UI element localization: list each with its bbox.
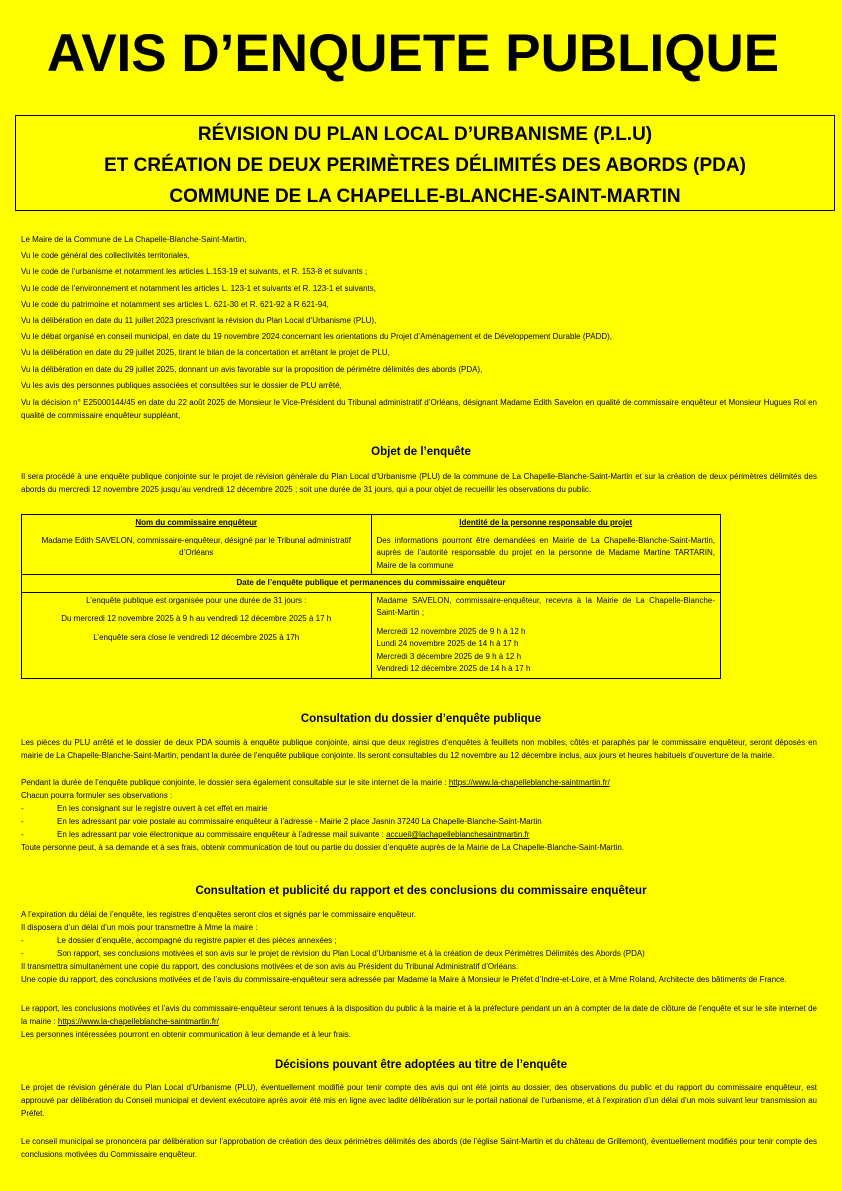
rapport-text: Il disposera d’un délai d’un mois pour transmettre à Mme la maire : [21, 923, 258, 932]
rapport-text: Il transmettra simultanément une copie du rapport, des conclusions motivées et de son avis au Président du Tribunal Administratif d’Orléans. [21, 962, 519, 971]
preamble-line: Vu le code de l’urbanisme et notamment les articles L.153-19 et suivants, et R. 153-8 et suivants ; [21, 267, 368, 277]
list-item: - En les adressant par voie postale au commissaire enquêteur à l’adresse - Mairie 2 place Jasnin 37240 La Chapelle-Blanche-Saint-Martin [21, 817, 542, 826]
list-item: - Son rapport, ses conclusions motivées et son avis sur le projet de révision du Plan Local d’Urbanisme et à la création de deux Périmètres Délimités des Abords (PDA) [21, 949, 645, 958]
commissaire-header: Nom du commissaire enquêteur [135, 518, 258, 527]
subject-line-2: ET CRÉATION DE DEUX PERIMÈTRES DÉLIMITÉS DES ABORDS (PDA) [104, 155, 746, 176]
preamble-line: Vu la délibération en date du 11 juillet 2023 prescrivant la révision du Plan Local d’Urbanisme (PLU), [21, 316, 377, 326]
consultation-final-text: Toute personne peut, à sa demande et à ses frais, obtenir communication de tout ou partie du dossier d’enquête auprès de la Mairie de La Chapelle-Blanche-Saint-Martin. [21, 843, 625, 852]
rapport-text: A l’expiration du délai de l’enquête, les registres d’enquêtes seront clos et signés par le commissaire enquêteur. [21, 910, 416, 919]
dates-line: Du mercredi 12 novembre 2025 à 9 h au vendredi 12 décembre 2025 à 17 h [61, 614, 332, 623]
list-item: - Le dossier d’enquête, accompagné du registre papier et des pièces annexées ; [21, 936, 337, 945]
preamble-line: Vu les avis des personnes publiques associées et consultées sur le dossier de PLU arrêté, [21, 380, 342, 390]
decisions-paragraph: Le conseil municipal se prononcera par délibération sur l’approbation de création des deux périmètres délimités des abords (de l’église Saint-Martin et du château de Grillemont), éventuellement modifiés pour tenir compte des conclusions motivées du Commissaire enquêteur. [21, 1137, 817, 1159]
responsable-header: Identité de la personne responsable du projet [459, 518, 633, 527]
commissaire-text: Madame Edith SAVELON, commissaire-enquêteur, désigné par le Tribunal administratif d’Orléans [41, 535, 351, 557]
rapport-copy-text: Une copie du rapport, des conclusions motivées et de l’avis du commissaire-enquêteur sera adressée par Madame la Maire à Monsieur le Préfet d’Indre-et-Loire, et à Mme Roland, Architecte des bâtiments de France. [21, 975, 787, 984]
decisions-paragraph: Le projet de révision générale du Plan Local d’Urbanisme (PLU), éventuellement modifié pour tenir compte des avis qui ont été joints au dossier, des observations du public et du rapport du commissaire enquêteur, est approuvé par délibération du Conseil municipal et devient exécutoire après avoir été mis en ligne avec ladite délibération sur le portail national de l’urbanisme, et à l’expiration d’un délai d’un mois suivant leur transmission au Préfet. [21, 1083, 817, 1118]
section-heading-rapport: Consultation et publicité du rapport et des conclusions du commissaire enquêteur [195, 885, 647, 897]
permanences-intro: Madame SAVELON, commissaire-enquêteur, recevra à la Mairie de La Chapelle-Blanche-Saint-Martin ; [376, 595, 715, 617]
email-link[interactable]: accueil@lachapelleblanchesaintmartin.fr [386, 830, 530, 839]
preamble-line: Vu la délibération en date du 29 juillet 2025, tirant le bilan de la concertation et arrêtant le projet de PLU, [21, 348, 390, 358]
subject-box [15, 115, 835, 211]
preamble [21, 232, 817, 422]
permanence-item: Lundi 24 novembre 2025 de 14 h à 17 h [376, 639, 519, 648]
rapport-text: Les personnes intéressées pourront en obtenir communication à leur demande et à leur frais. [21, 1030, 351, 1039]
mairie-website-link[interactable]: https://www.la-chapelleblanche-saintmartin.fr/ [57, 1017, 219, 1026]
rapport-availability: Le rapport, les conclusions motivées et l’avis du commissaire-enquêteur seront tenues à la disposition du public à la mairie et à la préfecture pendant un an à compter de la date de clôture de l’enquête et sur le site internet de la mairie : https://www.la-chapelleblanche-saintmartin.fr/ [21, 1004, 817, 1026]
list-item: - En les adressant par voie électronique au commissaire enquêteur à l’adresse mail suivante : accueil@lachapelleblanchesaintmartin.fr [21, 830, 530, 839]
list-item: - En les consignant sur le registre ouvert à cet effet en mairie [21, 804, 268, 813]
dates-line: L’enquête sera close le vendredi 12 décembre 2025 à 17h [93, 632, 300, 642]
subject-line-3: COMMUNE DE LA CHAPELLE-BLANCHE-SAINT-MARTIN [169, 186, 681, 207]
preamble-line: Vu le code de l’environnement et notamment les articles L. 123-1 et suivants et R. 123-1 et suivants, [21, 283, 377, 293]
responsable-text: Des informations pourront être demandées en Mairie de La Chapelle-Blanche-Saint-Martin, auprès de l’autorité responsable du projet en la personne de Madame Martine TARTARIN, Maire de la commune [376, 535, 715, 570]
preamble-line: Vu le code du patrimoine et notamment ses articles L. 621-30 et R. 621-92 à R 621-94, [21, 299, 329, 309]
objet-paragraph: Il sera procédé à une enquête publique conjointe sur le projet de révision générale du Plan Local d’Urbanisme (PLU) de la commune de La Chapelle-Blanche-Saint-Martin et sur la création de deux périmètres délimités des abords du mercredi 12 novembre 2025 jusqu’au vendredi 12 décembre 2025 ; soit une durée de 31 jours, qui a pour objet de recueillir les observations du public. [21, 472, 817, 494]
dates-header: Date de l’enquête publique et permanences du commissaire enquêteur [22, 575, 721, 593]
permanences-cell [371, 592, 721, 678]
section-heading-consultation: Consultation du dossier d’enquête publique [300, 713, 542, 725]
consultation-paragraph: Les pièces du PLU arrêté et le dossier de deux PDA soumis à enquête publique conjointe, ainsi que deux registres d’enquêtes à feuillets non mobiles, côtés et paraphés par le commissaire enquêteur, seront déposés en mairie de La Chapelle-Blanche-Saint-Martin, pendant la durée de l’enquête publique conjointe. Ils seront consultables du 12 novembre au 12 décembre inclus, aux jours et heures habituels d’ouverture de la mairie. [21, 738, 817, 760]
permanence-item: Mercredi 3 décembre 2025 de 9 h à 12 h [376, 651, 522, 661]
responsable-cell [371, 515, 721, 575]
subject-line-1: RÉVISION DU PLAN LOCAL D’URBANISME (P.L.U) [197, 124, 653, 145]
section-heading-objet: Objet de l’enquête [371, 446, 471, 458]
consultation-list [21, 776, 821, 854]
dates-line: L’enquête publique est organisée pour une durée de 31 jours : [86, 595, 307, 605]
permanence-item: Vendredi 12 décembre 2025 de 14 h à 17 h [376, 664, 531, 673]
dates-cell [22, 592, 372, 678]
section-heading-decisions: Décisions pouvant être adoptées au titre de l’enquête [274, 1059, 568, 1071]
consultation-observations-text: Chacun pourra formuler ses observations : [21, 791, 173, 800]
preamble-line: Vu le code général des collectivités territoriales, [21, 251, 190, 261]
permanence-item: Mercredi 12 novembre 2025 de 9 h à 12 h [376, 626, 526, 636]
preamble-line: Vu la décision n° E25000144/45 en date du 22 août 2025 de Monsieur le Vice-Président du Tribunal administratif d’Orléans, désignant Madame Edith Savelon en qualité de commissaire enquêteur et Monsieur Hugues Rol en qualité de commissaire enquêteur suppléant, [21, 398, 817, 421]
info-table [21, 514, 721, 679]
mairie-website-link[interactable]: https://www.la-chapelleblanche-saintmartin.fr/ [448, 778, 610, 787]
commissaire-cell [22, 515, 372, 575]
rapport-block [21, 908, 821, 973]
preamble-line: Vu la délibération en date du 29 juillet 2025, donnant un avis favorable sur la proposition de périmètre délimités des abords (PDA), [21, 364, 483, 374]
consultation-site-text: Pendant la durée de l’enquête publique conjointe, le dossier sera également consultable sur le site internet de la mairie : [21, 778, 449, 787]
page-title: AVIS D’ENQUETE PUBLIQUE [46, 24, 780, 83]
preamble-line: Vu le débat organisé en conseil municipal, en date du 19 novembre 2024 concernant les orientations du Projet d’Aménagement et de Développement Durable (PADD), [21, 332, 613, 342]
preamble-line: Le Maire de la Commune de La Chapelle-Blanche-Saint-Martin, [21, 235, 247, 244]
